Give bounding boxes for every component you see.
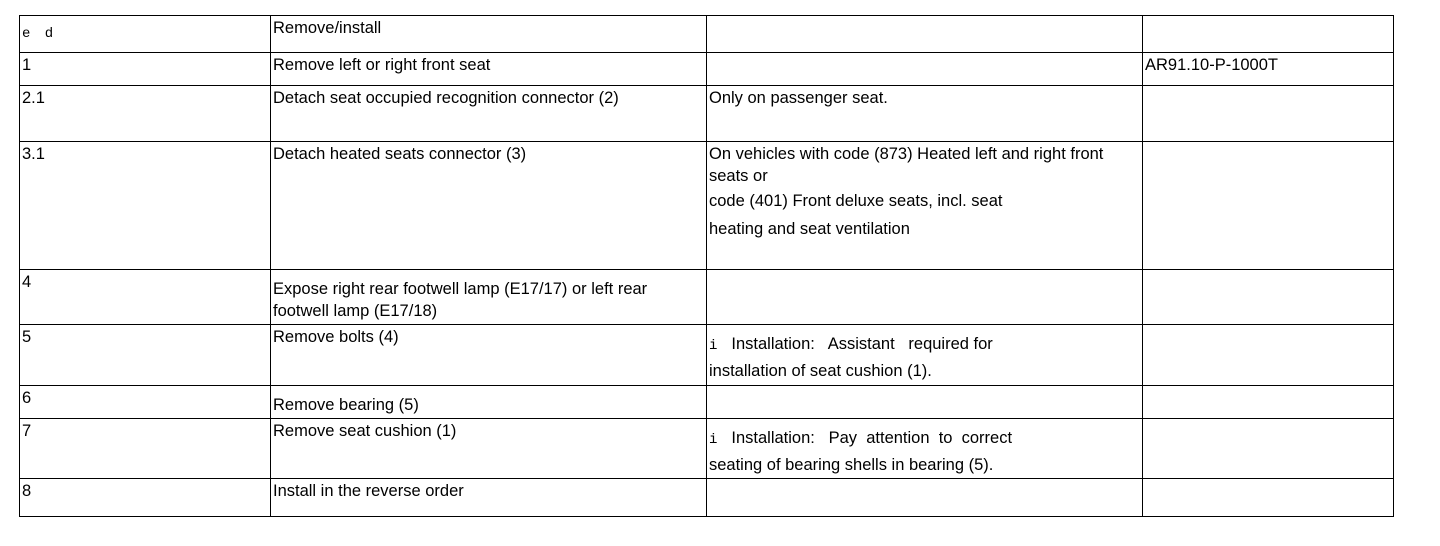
table-header-row	[20, 16, 1394, 53]
table-row	[20, 419, 1394, 479]
procedure-table	[19, 15, 1394, 517]
step-reference	[1143, 325, 1394, 386]
info-text: Installation: Assistant required for	[731, 335, 993, 353]
step-reference	[1143, 270, 1394, 325]
info-note	[709, 427, 1086, 451]
step-reference	[1143, 86, 1394, 142]
table-row	[20, 386, 1394, 419]
table-row	[20, 325, 1394, 386]
step-number: 4	[20, 270, 271, 325]
header-code-cell	[20, 16, 271, 53]
info-text: Installation: Pay attention to correct	[731, 429, 1013, 447]
table-row	[20, 479, 1394, 517]
note-line: Only on passenger seat.	[709, 89, 888, 107]
step-number: 2.1	[20, 86, 271, 142]
table-row	[20, 270, 1394, 325]
step-notes	[707, 325, 1143, 386]
step-number: 5	[20, 325, 271, 386]
step-number: 8	[20, 479, 271, 517]
step-number: 6	[20, 386, 271, 419]
step-action: Expose right rear footwell lamp (E17/17) or left rear footwell lamp (E17/18)	[271, 270, 707, 325]
note-line: heating and seat ventilation	[709, 220, 910, 238]
info-text: installation of seat cushion (1).	[709, 362, 932, 380]
step-action: Remove seat cushion (1)	[271, 419, 707, 479]
info-note	[709, 333, 1068, 357]
header-empty-cell	[707, 16, 1143, 53]
step-notes	[707, 479, 1143, 517]
note-line: On vehicles with code (873) Heated left and right front seats or	[709, 145, 1104, 185]
table-row	[20, 86, 1394, 142]
step-number: 1	[20, 53, 271, 86]
header-empty-cell	[1143, 16, 1394, 53]
step-notes	[707, 386, 1143, 419]
step-action: Install in the reverse order	[271, 479, 707, 517]
step-reference	[1143, 386, 1394, 419]
step-notes	[707, 419, 1143, 479]
step-notes	[707, 86, 1143, 142]
header-title: Remove/install	[273, 19, 382, 37]
note-line: code (401) Front deluxe seats, incl. seat	[709, 192, 1003, 210]
step-number: 7	[20, 419, 271, 479]
step-reference	[1143, 142, 1394, 270]
info-text: seating of bearing shells in bearing (5).	[709, 456, 994, 474]
info-icon: i	[709, 432, 718, 448]
table-row	[20, 53, 1394, 86]
step-action: Remove bearing (5)	[271, 386, 707, 419]
step-action: Remove bolts (4)	[271, 325, 707, 386]
header-code: e d	[22, 26, 57, 42]
step-reference	[1143, 479, 1394, 517]
step-action: Detach seat occupied recognition connector (2)	[271, 86, 707, 142]
step-reference	[1143, 419, 1394, 479]
header-title-cell	[271, 16, 707, 53]
step-action: Remove left or right front seat	[271, 53, 707, 86]
step-notes	[707, 142, 1143, 270]
step-action: Detach heated seats connector (3)	[271, 142, 707, 270]
step-notes	[707, 270, 1143, 325]
info-icon: i	[709, 338, 718, 354]
step-reference: AR91.10-P-1000T	[1143, 53, 1394, 86]
step-number: 3.1	[20, 142, 271, 270]
step-notes	[707, 53, 1143, 86]
table-row	[20, 142, 1394, 270]
